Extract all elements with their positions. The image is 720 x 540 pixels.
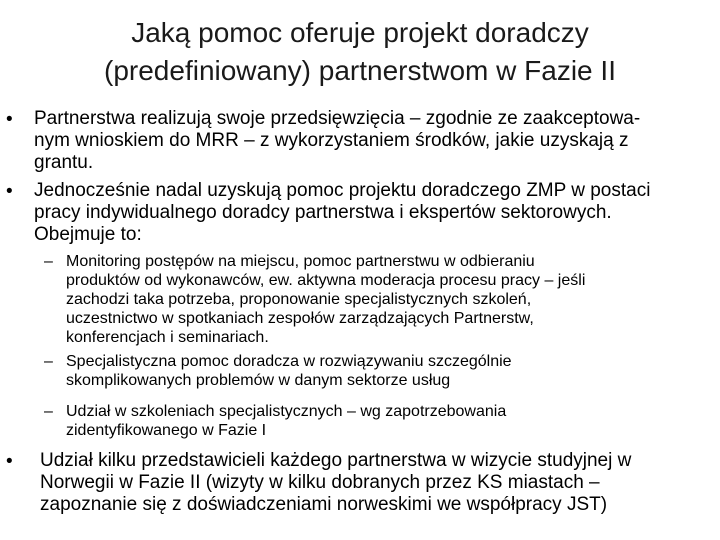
dash-marker: – — [44, 353, 53, 370]
dash-marker: – — [44, 253, 53, 270]
text-line: zidentyfikowanego w Fazie I — [66, 422, 267, 439]
dash-marker: – — [44, 403, 53, 420]
text-line: Specjalistyczna pomoc doradcza w rozwiązywaniu szczególnie — [66, 353, 512, 370]
text-line: uczestnictwo w spotkaniach zespołów zarządzających Partnerstw, — [66, 310, 534, 327]
text-line: Jednocześnie nadal uzyskują pomoc projektu doradczego ZMP w postaci — [34, 180, 651, 201]
slide-title — [40, 14, 680, 90]
text-line: produktów od wykonawców, ew. aktywna moderacja procesu pracy – jeśli — [66, 272, 586, 289]
bullet-text — [40, 450, 716, 516]
text-line: Partnerstwa realizują swoje przedsięwzięcia – zgodnie ze zaakceptowa- — [34, 108, 641, 129]
bullet-marker: • — [6, 109, 13, 130]
text-line: Norwegii w Fazie II (wizyty w kilku dobranych przez KS miastach – — [40, 472, 600, 493]
title-line: (predefiniowany) partnerstwom w Fazie II — [104, 55, 616, 86]
text-line: Monitoring postępów na miejscu, pomoc partnerstwu w odbieraniu — [66, 253, 535, 270]
text-line: grantu. — [34, 152, 94, 173]
text-line: Obejmuje to: — [34, 224, 142, 245]
text-line: Udział kilku przedstawicieli każdego partnerstwa w wizycie studyjnej w — [40, 450, 632, 471]
sub-item-text — [66, 402, 706, 440]
sub-item-text — [66, 352, 706, 390]
text-line: konferencjach i seminariach. — [66, 329, 269, 346]
sub-item-text — [66, 252, 706, 347]
text-line: nym wnioskiem do MRR – z wykorzystaniem środków, jakie uzyskają z — [34, 130, 629, 151]
text-line: pracy indywidualnego doradcy partnerstwa i ekspertów sektorowych. — [34, 202, 612, 223]
bullet-marker: • — [6, 451, 13, 472]
text-line: skomplikowanych problemów w danym sektorze usług — [66, 372, 451, 389]
text-line: zachodzi taka potrzeba, proponowanie specjalistycznych szkoleń, — [66, 291, 532, 308]
bullet-marker: • — [6, 181, 13, 202]
text-line: Udział w szkoleniach specjalistycznych – wg zapotrzebowania — [66, 403, 507, 420]
title-line: Jaką pomoc oferuje projekt doradczy — [131, 17, 589, 48]
bullet-text — [34, 180, 716, 246]
text-line: zapoznanie się z doświadczeniami norweskimi we współpracy JST) — [40, 494, 608, 515]
bullet-text — [34, 108, 716, 174]
